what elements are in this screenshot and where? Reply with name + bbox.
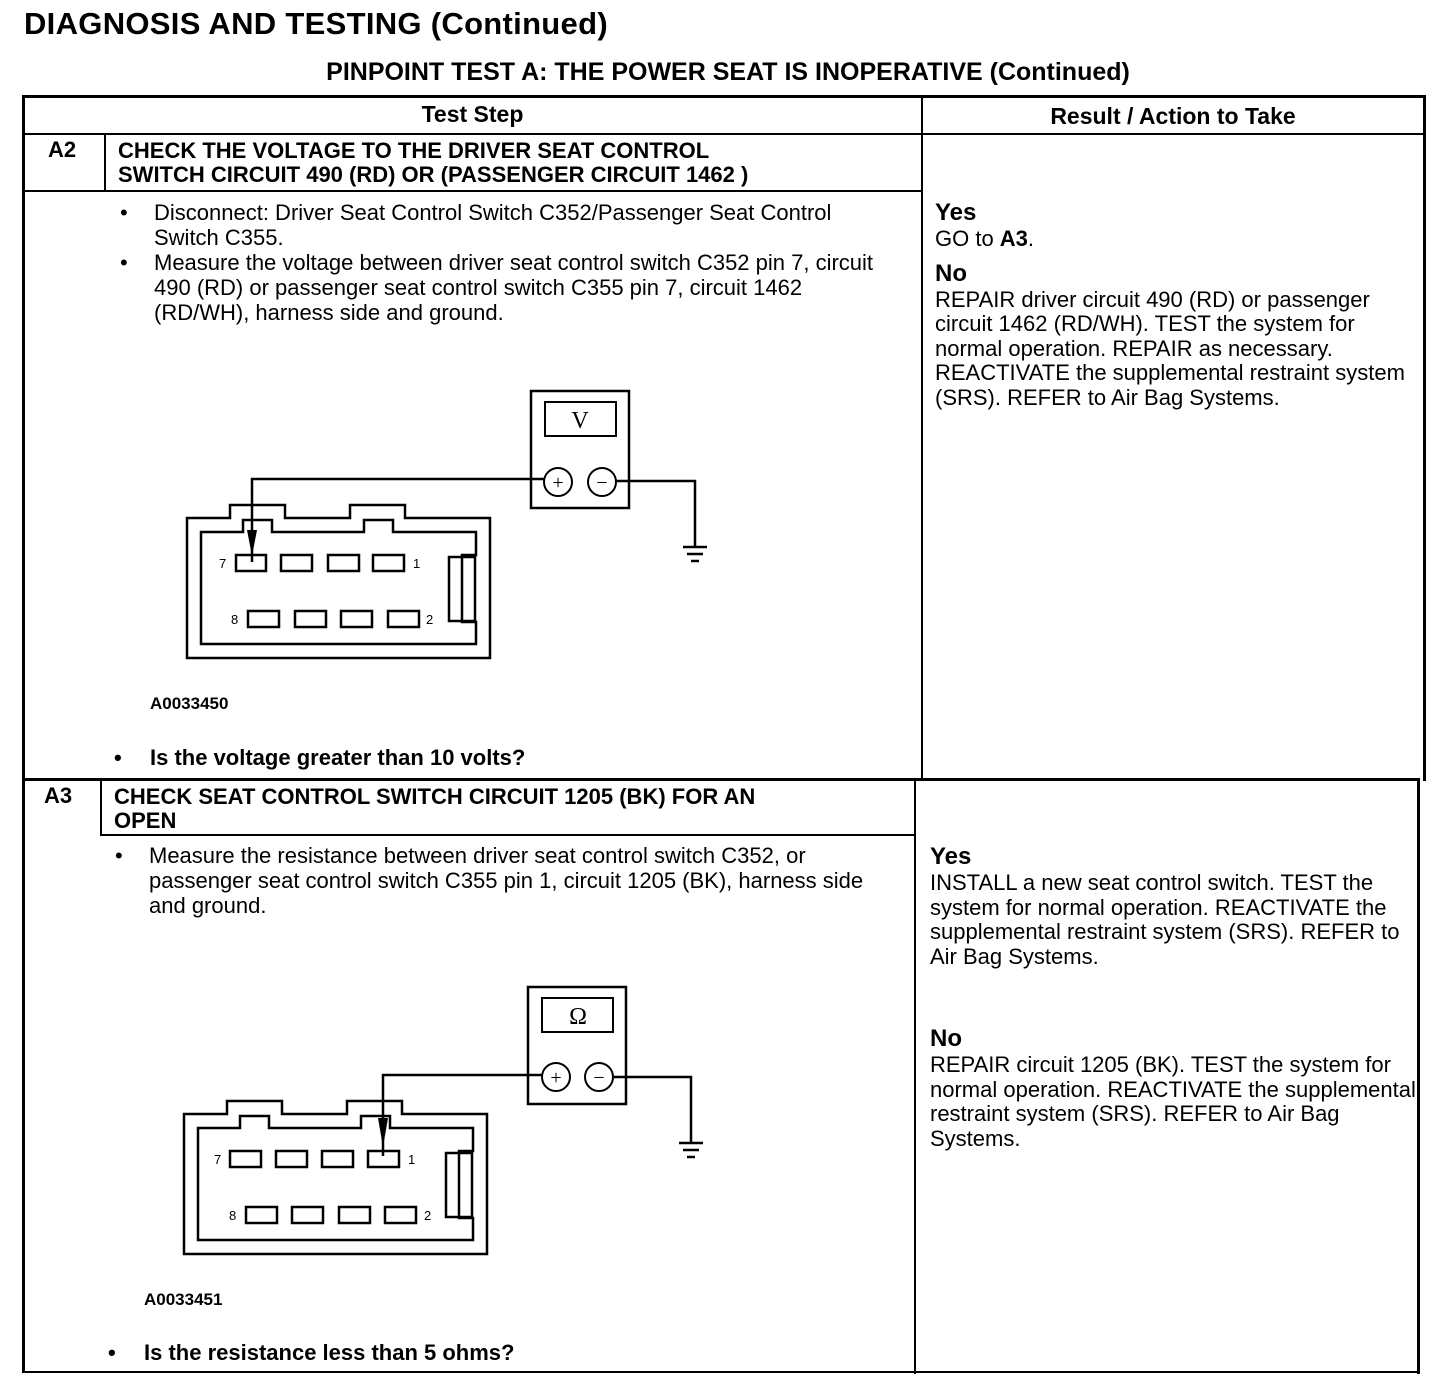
yes-action: GO to A3. [935, 226, 1035, 251]
no-label: No [930, 1025, 962, 1052]
svg-text:8: 8 [229, 1208, 237, 1223]
step-instructions [115, 843, 895, 918]
step-id: A2 [48, 137, 77, 162]
instruction-bullet: • Measure the resistance between driver seat control switch C352, or passenger seat control switch C355 pin 1, circuit 1205 (BK), harness side and ground. [115, 843, 895, 918]
figure-id: A0033450 [150, 694, 229, 713]
probe-tip [247, 530, 257, 556]
ground-symbol [679, 1143, 703, 1157]
svg-text:−: − [593, 1067, 605, 1089]
table-border [100, 780, 102, 835]
table-border [22, 778, 1420, 781]
ground-symbol [683, 547, 707, 561]
page-title: DIAGNOSIS AND TESTING (Continued) [24, 6, 608, 41]
step-title: CHECK SEAT CONTROL SWITCH CIRCUIT 1205 (BK) FOR AN OPEN [114, 784, 756, 833]
positive-lead [252, 479, 544, 562]
instruction-bullet: • Disconnect: Driver Seat Control Switch C352/Passenger Seat Control Switch C355. [120, 200, 900, 250]
no-action: REPAIR circuit 1205 (BK). TEST the system for normal operation. REACTIVATE the supplemental restraint system (SRS). REFER to Air Bag Systems. [930, 1052, 1416, 1151]
seat-switch-connector [187, 505, 490, 658]
svg-text:+: + [550, 1067, 562, 1089]
step-instructions [120, 200, 900, 325]
seat-switch-connector [184, 1101, 487, 1254]
pinpoint-test-title: PINPOINT TEST A: THE POWER SEAT IS INOPERATIVE (Continued) [326, 58, 1130, 86]
step-result [935, 199, 1415, 410]
step-title: CHECK THE VOLTAGE TO THE DRIVER SEAT CONTROL SWITCH CIRCUIT 490 (RD) OR (PASSENGER CIRCUIT 1462 ) [118, 138, 749, 187]
svg-text:1: 1 [413, 556, 421, 571]
svg-text:+: + [552, 472, 564, 494]
step-question: • Is the resistance less than 5 ohms? [108, 1340, 515, 1365]
svg-text:7: 7 [214, 1152, 222, 1167]
table-border [22, 95, 25, 1372]
table-border [104, 134, 106, 191]
table-border [22, 133, 1426, 135]
probe-tip [378, 1118, 388, 1147]
svg-text:1: 1 [408, 1152, 416, 1167]
table-border [22, 190, 922, 192]
step-id: A3 [44, 783, 73, 808]
instruction-bullet: • Measure the voltage between driver seat control switch C352 pin 7, circuit 490 (RD) or passenger seat control switch C355 pin 7, circuit 1462 (RD/WH), harness side and ground. [120, 250, 900, 325]
no-action: REPAIR driver circuit 490 (RD) or passenger circuit 1462 (RD/WH). TEST the system for normal operation. REPAIR as necessary. REACTIVATE the supplemental restraint system (SRS). REFER to Air Bag Systems. [935, 286, 1405, 410]
table-border [914, 779, 916, 1374]
header-test-step: Test Step [421, 101, 524, 127]
svg-text:8: 8 [231, 612, 239, 627]
step-result [930, 843, 1418, 1151]
svg-text:2: 2 [424, 1208, 432, 1223]
table-border [100, 834, 915, 836]
positive-lead [383, 1075, 542, 1156]
svg-text:2: 2 [426, 612, 434, 627]
header-result-action: Result / Action to Take [1050, 103, 1296, 129]
yes-label: Yes [935, 199, 977, 226]
table-border [22, 95, 1426, 98]
yes-label: Yes [930, 843, 972, 870]
figure-id: A0033451 [144, 1290, 223, 1309]
meter-symbol: V [571, 408, 589, 434]
step-question: • Is the voltage greater than 10 volts? [114, 745, 526, 770]
meter-symbol: Ω [569, 1004, 587, 1030]
no-label: No [935, 259, 967, 287]
table-border [22, 1371, 1420, 1373]
table-border [921, 95, 923, 781]
svg-text:−: − [596, 472, 608, 494]
table-border [1423, 95, 1426, 781]
yes-action: INSTALL a new seat control switch. TEST the system for normal operation. REACTIVATE the supplemental restraint system (SRS). REFER to Air Bag Systems. [930, 870, 1400, 969]
svg-text:7: 7 [219, 556, 227, 571]
